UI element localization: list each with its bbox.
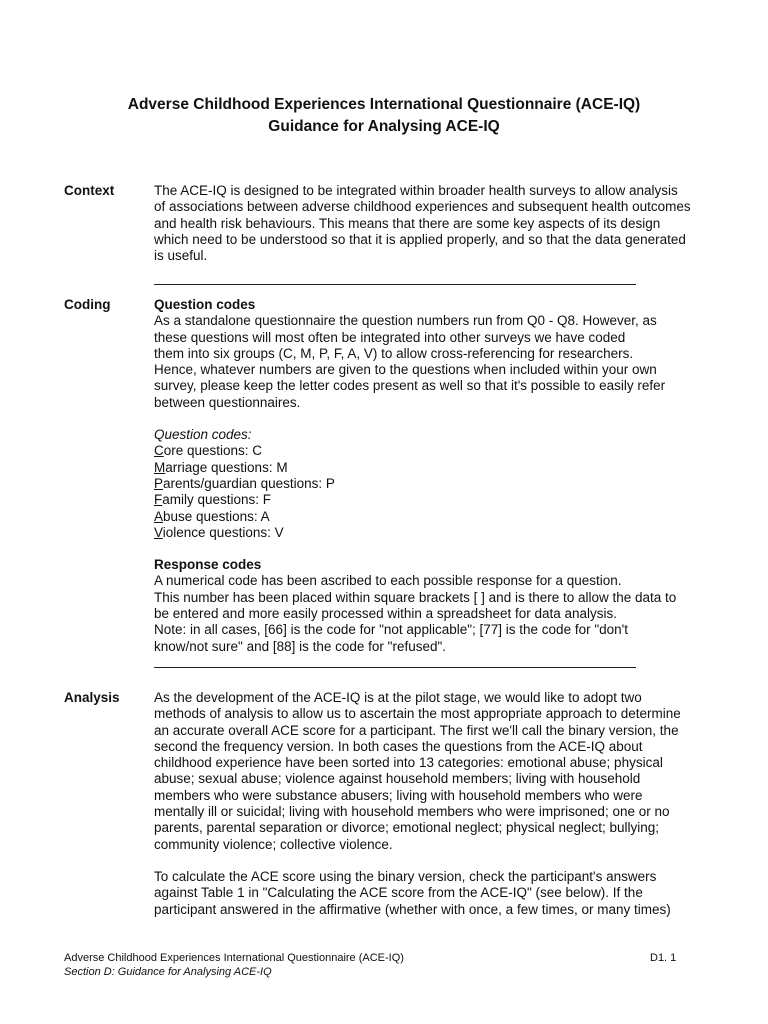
document-subtitle: Guidance for Analysing ACE-IQ	[268, 118, 500, 135]
code-item-family: Family questions: F	[154, 492, 272, 508]
coding-line: Hence, whatever numbers are given to the questions when included within your own	[154, 362, 657, 378]
code-item-abuse: Abuse questions: A	[154, 508, 270, 524]
section-divider	[154, 284, 636, 285]
analysis-line: parents, parental separation or divorce; emotional neglect; physical neglect; bullying;	[154, 820, 660, 836]
context-line: which need to be understood so that it is applied properly, and so that the data generated	[154, 231, 686, 247]
response-line: Note: in all cases, [66] is the code for "not applicable"; [77] is the code for "don't	[154, 622, 628, 638]
context-line: is useful.	[154, 248, 208, 264]
analysis-line: participant answered in the affirmative (whether with once, a few times, or many times)	[154, 901, 671, 917]
page-number: D1. 1	[650, 952, 677, 964]
context-body	[154, 183, 714, 264]
analysis-line: As the development of the ACE-IQ is at the pilot stage, we would like to adopt two	[154, 690, 642, 705]
context-label: Context	[64, 183, 115, 198]
code-item-marriage: Marriage questions: M	[154, 459, 288, 475]
response-line: A numerical code has been ascribed to each possible response for a question.	[154, 573, 622, 589]
section-divider	[154, 667, 636, 668]
coding-line: As a standalone questionnaire the question numbers run from Q0 - Q8. However, as	[154, 313, 657, 329]
response-line: be entered and more easily processed within a spreadsheet for data analysis.	[154, 606, 618, 622]
response-line: This number has been placed within square brackets [ ] and is there to allow the data to	[154, 589, 677, 605]
analysis-line: an accurate overall ACE score for a participant. The first we'll call the binary version, the	[154, 722, 679, 738]
footer-title: Adverse Childhood Experiences International Questionnaire (ACE-IQ)	[64, 952, 404, 964]
analysis-line: childhood experience have been sorted into 13 categories: emotional abuse; physical	[154, 755, 663, 771]
code-item-parents: Parents/guardian questions: P	[154, 475, 335, 491]
analysis-label: Analysis	[64, 690, 120, 705]
document-title: Adverse Childhood Experiences International Questionnaire (ACE-IQ)	[127, 96, 641, 113]
context-line: and health risk behaviours. This means that there are some key aspects of its design	[154, 215, 661, 231]
coding-label: Coding	[64, 297, 111, 312]
analysis-body	[154, 690, 714, 918]
analysis-line: second the frequency version. In both cases the questions from the ACE-IQ about	[154, 738, 643, 754]
question-codes-heading: Question codes	[154, 297, 256, 312]
context-line: The ACE-IQ is designed to be integrated within broader health surveys to allow analysis	[154, 183, 678, 198]
codes-list-title: Question codes:	[154, 427, 252, 443]
context-line: of associations between adverse childhood experiences and subsequent health outcomes	[154, 199, 691, 215]
analysis-line: methods of analysis to allow us to ascertain the most appropriate approach to determine	[154, 706, 681, 722]
response-codes-heading: Response codes	[154, 557, 262, 573]
coding-line: these questions will most often be integrated into other surveys we have coded	[154, 329, 626, 345]
analysis-line: abuse; sexual abuse; violence against household members; living with household	[154, 771, 641, 787]
analysis-line: community violence; collective violence.	[154, 836, 393, 852]
code-item-violence: Violence questions: V	[154, 524, 284, 540]
footer-section: Section D: Guidance for Analysing ACE-IQ	[64, 966, 272, 978]
coding-line: them into six groups (C, M, P, F, A, V) to allow cross-referencing for researchers.	[154, 345, 634, 361]
coding-line: between questionnaires.	[154, 394, 301, 410]
response-line: know/not sure" and [88] is the code for "refused".	[154, 638, 447, 654]
analysis-line: members who were substance abusers; living with household members who were	[154, 787, 643, 803]
analysis-line: mentally ill or suicidal; living with household members who were imprisoned; one or no	[154, 804, 670, 820]
coding-body	[154, 297, 714, 655]
analysis-line: To calculate the ACE score using the binary version, check the participant's answers	[154, 868, 657, 884]
code-item-core: Core questions: C	[154, 443, 263, 459]
analysis-line: against Table 1 in "Calculating the ACE score from the ACE-IQ" (see below). If the	[154, 885, 643, 901]
coding-line: survey, please keep the letter codes present as well so that it's possible to easily refer	[154, 378, 666, 394]
